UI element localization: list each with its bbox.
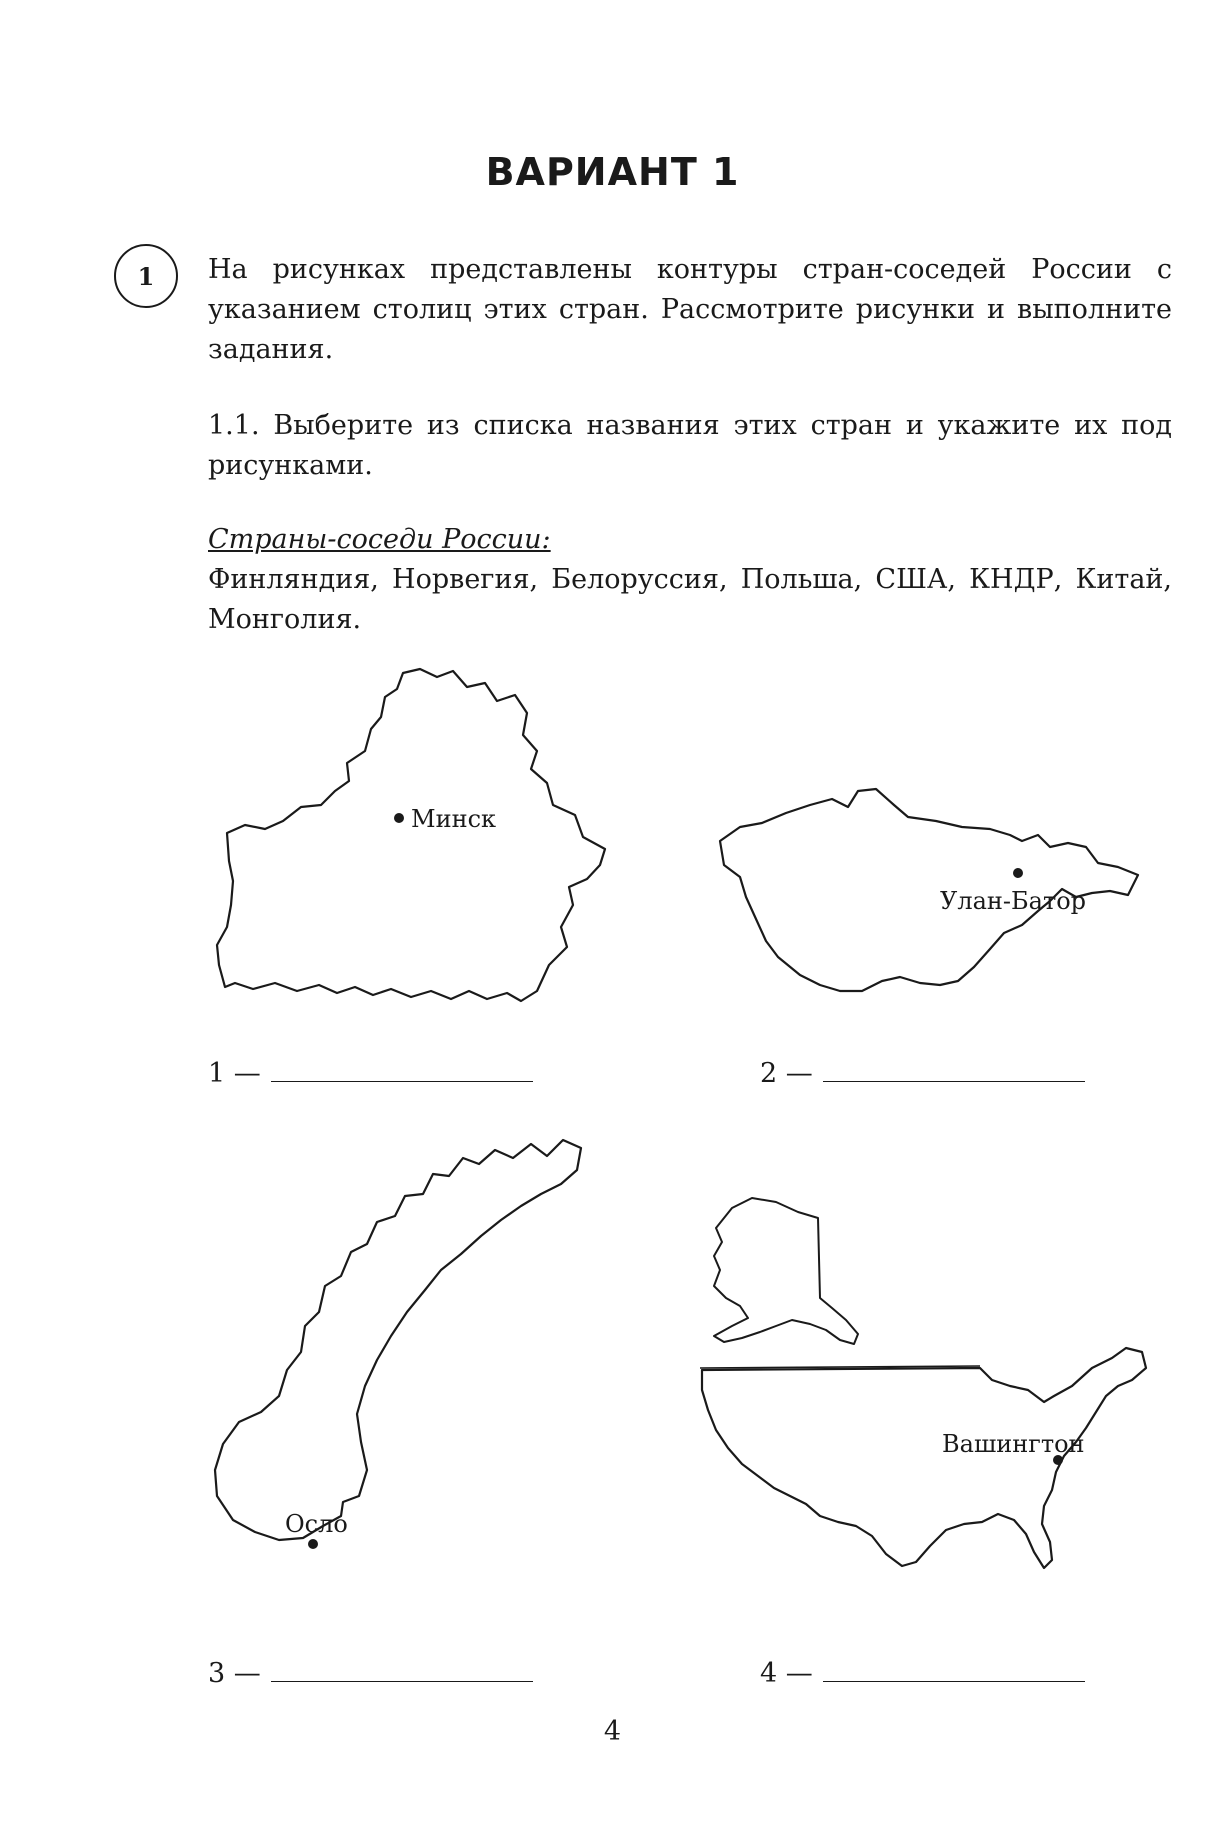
task-intro-text: На рисунках представлены контуры стран-соседей России с указанием столиц этих стран. Рассмотрите рисунки и выполните задания. (208, 254, 1172, 365)
answer-label-4: 4 — (760, 1658, 813, 1689)
answer-row-4 (760, 1658, 1085, 1689)
map-outline-1 (205, 665, 625, 1025)
answer-blank-4[interactable] (823, 1661, 1085, 1682)
map-outline-4 (680, 1190, 1160, 1610)
answer-label-2: 2 — (760, 1058, 813, 1089)
answer-row-1 (208, 1058, 533, 1089)
answer-blank-2[interactable] (823, 1061, 1085, 1082)
answer-label-1: 1 — (208, 1058, 261, 1089)
page-number: 4 (603, 1716, 622, 1747)
capital-label-4: Вашингтон (942, 1430, 1085, 1458)
subtask-text: 1.1. Выберите из списка названия этих стран и укажите их под рисунками. (208, 410, 1172, 481)
country-list-label: Страны-соседи России: (208, 524, 551, 555)
capital-label-3: Осло (285, 1510, 348, 1538)
country-list-text: Финляндия, Норвегия, Белоруссия, Польша, США, КНДР, Китай, Монголия. (208, 564, 1172, 635)
page-title: ВАРИАНТ 1 (485, 150, 740, 194)
capital-label-1: Минск (411, 805, 497, 833)
answer-row-2 (760, 1058, 1085, 1089)
answer-blank-3[interactable] (271, 1661, 533, 1682)
map-outline-3 (205, 1130, 595, 1580)
answer-label-3: 3 — (208, 1658, 261, 1689)
answer-row-3 (208, 1658, 533, 1689)
capital-label-2: Улан-Батор (940, 887, 1087, 915)
map-outline-2 (700, 785, 1160, 1015)
task-number-badge: 1 (114, 244, 178, 308)
answer-blank-1[interactable] (271, 1061, 533, 1082)
